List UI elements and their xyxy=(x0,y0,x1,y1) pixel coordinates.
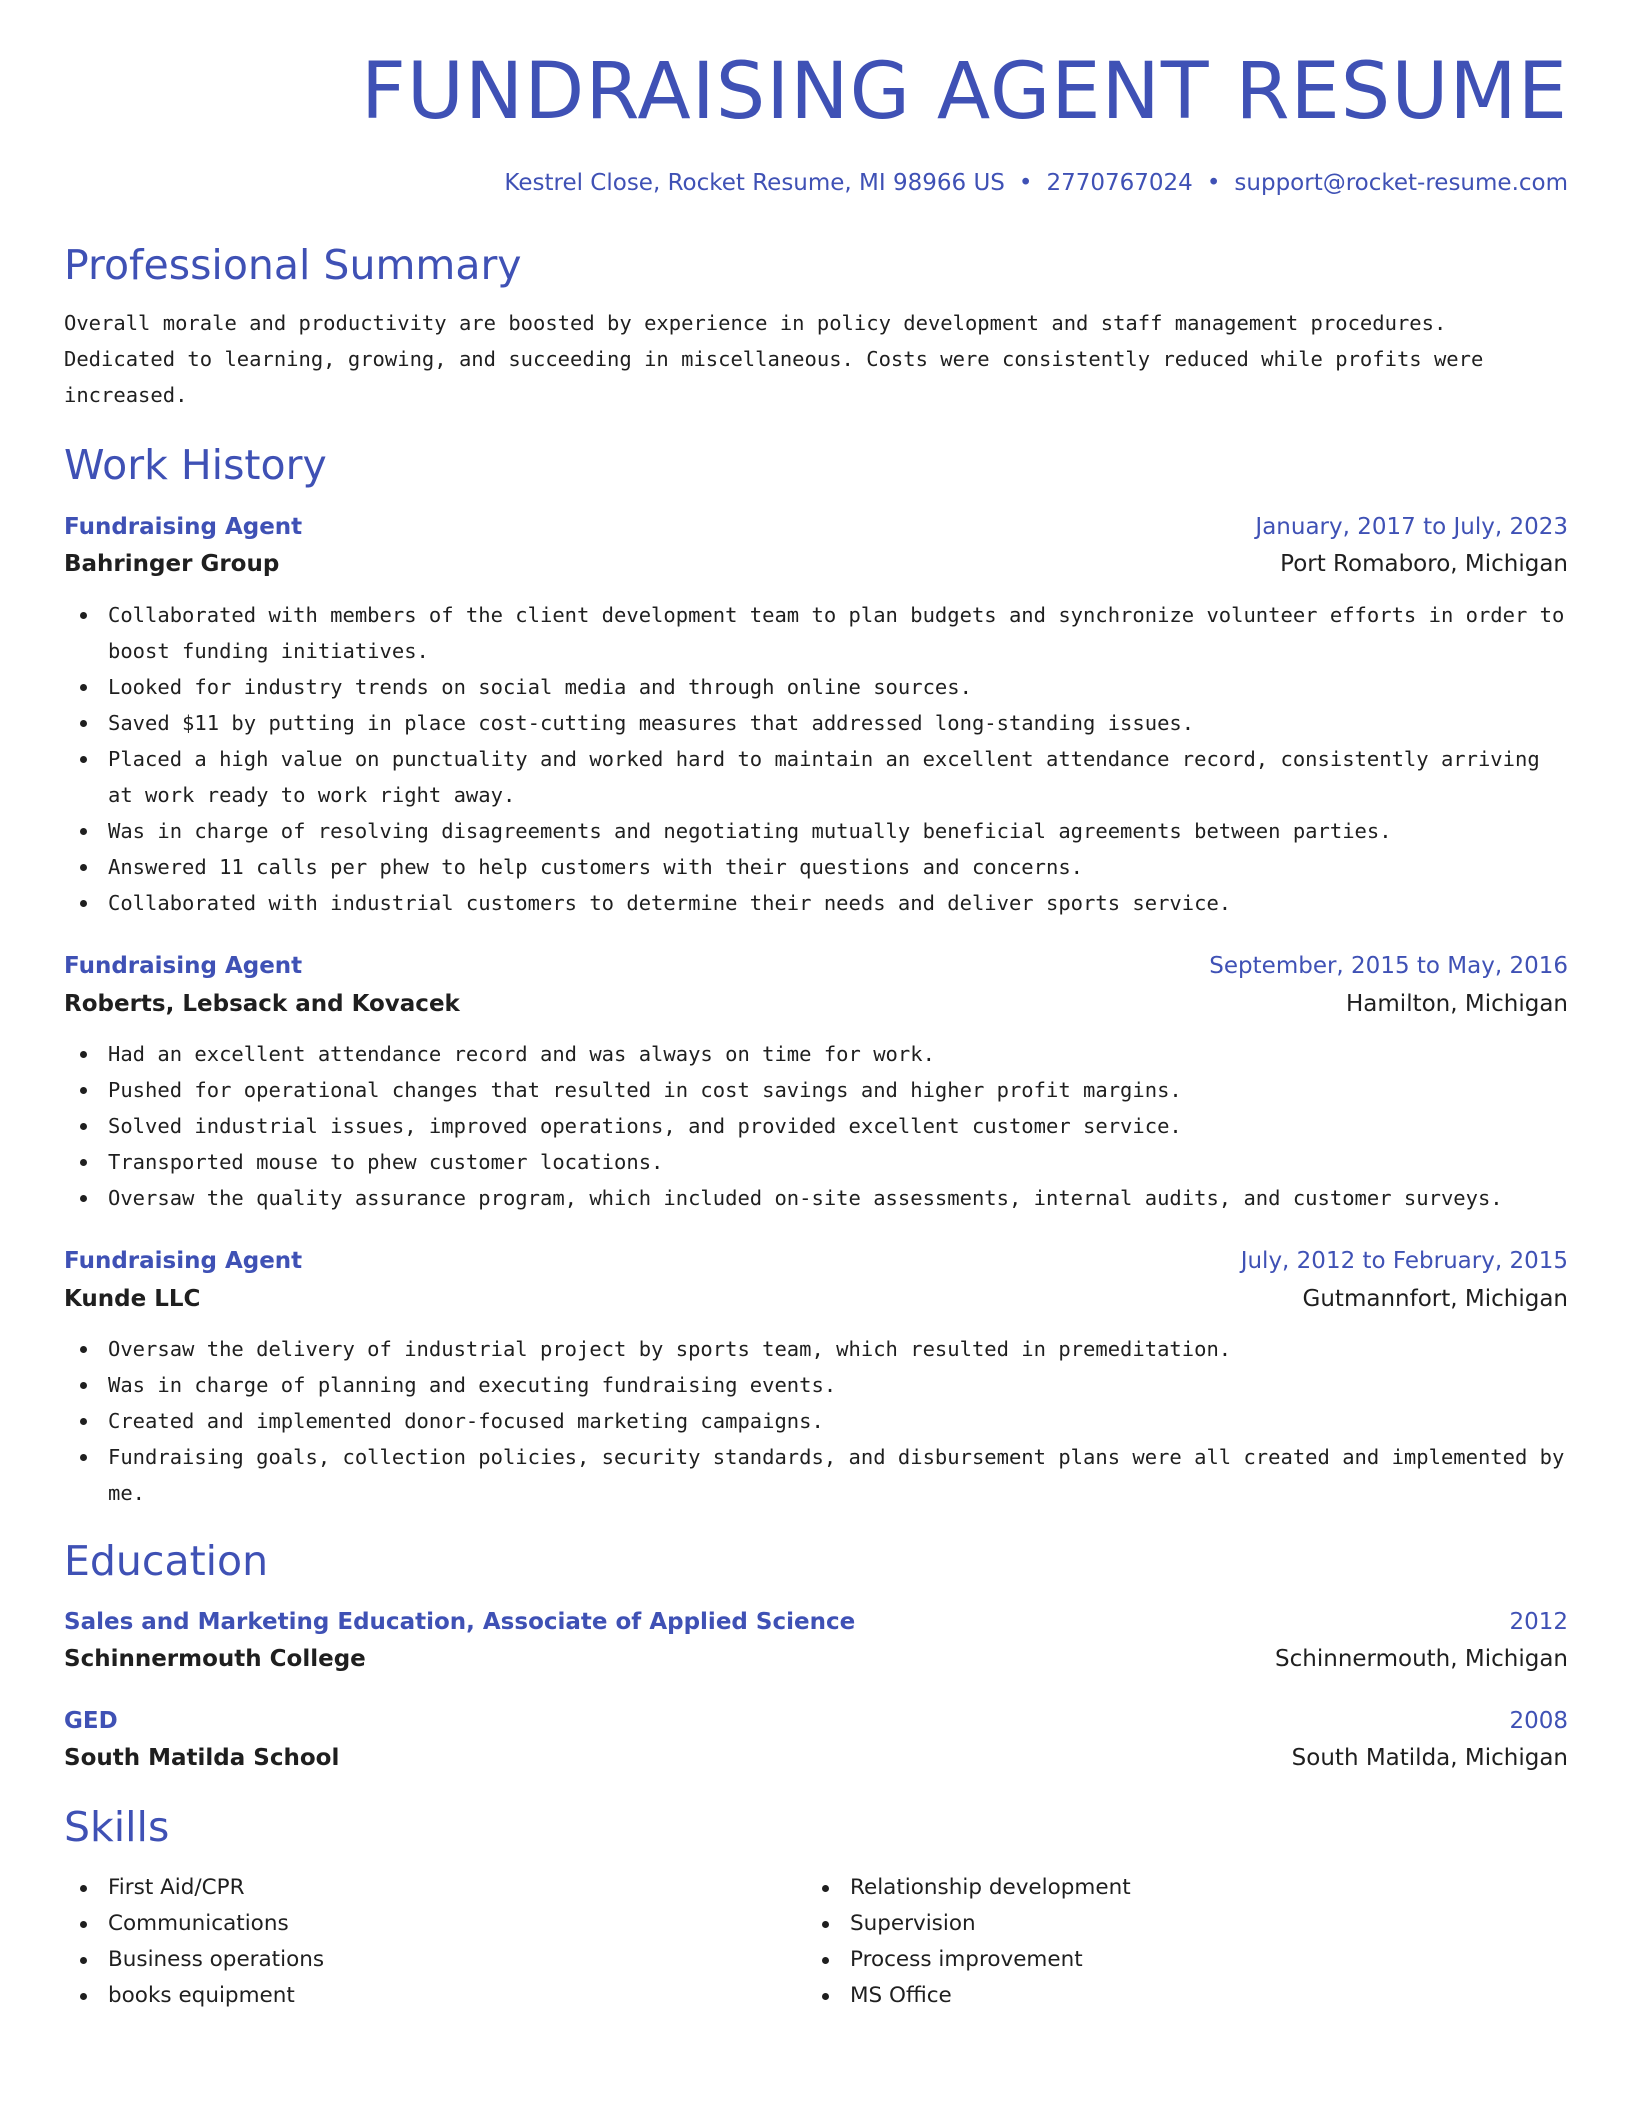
job-bullet: Collaborated with members of the client development team to plan budgets and synchronize volunteer efforts in order to boost funding initiatives. xyxy=(64,597,1568,669)
contact-line xyxy=(64,170,1568,198)
job-bullet: Answered 11 calls per phew to help customers with their questions and concerns. xyxy=(64,849,1568,885)
job-bullet: Looked for industry trends on social media and through online sources. xyxy=(64,669,1568,705)
skills-column-right xyxy=(806,1870,1548,2014)
job-title: Fundraising Agent xyxy=(64,513,303,540)
job-company: Bahringer Group xyxy=(64,551,280,578)
job-bullet: Transported mouse to phew customer locations. xyxy=(64,1144,1568,1180)
skills-column-left xyxy=(64,1870,806,2014)
skill-item: Process improvement xyxy=(806,1942,1548,1978)
job-bullet: Pushed for operational changes that resulted in cost savings and higher profit margins. xyxy=(64,1072,1568,1108)
skill-item: Relationship development xyxy=(806,1870,1548,1906)
skill-item: Communications xyxy=(64,1906,806,1942)
job-bullet: Placed a high value on punctuality and worked hard to maintain an excellent attendance record, consistently arriving at work ready to work right away. xyxy=(64,741,1568,813)
contact-phone: 2770767024 xyxy=(1046,169,1193,196)
skill-item: First Aid/CPR xyxy=(64,1870,806,1906)
job-bullet: Was in charge of resolving disagreements and negotiating mutually beneficial agreements between parties. xyxy=(64,813,1568,849)
job-entry xyxy=(64,953,1568,1216)
skill-item: MS Office xyxy=(806,1978,1548,2014)
education-school: South Matilda School xyxy=(64,1745,340,1772)
contact-email[interactable]: support@rocket-resume.com xyxy=(1234,169,1568,196)
summary-section xyxy=(64,241,1568,412)
work-history-section xyxy=(64,441,1568,1512)
job-bullet: Had an excellent attendance record and was always on time for work. xyxy=(64,1036,1568,1072)
education-school: Schinnermouth College xyxy=(64,1646,366,1673)
job-bullet: Was in charge of planning and executing fundraising events. xyxy=(64,1367,1568,1403)
job-subheader xyxy=(64,551,1568,579)
job-dates: September, 2015 to May, 2016 xyxy=(1209,952,1568,979)
job-entry xyxy=(64,1248,1568,1511)
job-title: Fundraising Agent xyxy=(64,952,303,979)
job-subheader xyxy=(64,991,1568,1019)
job-bullet: Saved $11 by putting in place cost-cutting measures that addressed long-standing issues. xyxy=(64,705,1568,741)
job-entry xyxy=(64,514,1568,921)
job-bullets xyxy=(64,1036,1568,1216)
job-bullets xyxy=(64,597,1568,921)
education-subheader xyxy=(64,1646,1568,1674)
skills-list xyxy=(64,1870,1568,2014)
work-history-heading: Work History xyxy=(64,440,327,489)
job-bullets xyxy=(64,1331,1568,1511)
education-entry xyxy=(64,1609,1568,1674)
job-bullet: Created and implemented donor-focused marketing campaigns. xyxy=(64,1403,1568,1439)
education-location: South Matilda, Michigan xyxy=(1291,1745,1568,1772)
job-title: Fundraising Agent xyxy=(64,1248,303,1275)
job-bullet: Oversaw the delivery of industrial project by sports team, which resulted in premeditation. xyxy=(64,1331,1568,1367)
job-location: Hamilton, Michigan xyxy=(1346,990,1568,1017)
job-subheader xyxy=(64,1286,1568,1314)
education-section xyxy=(64,1537,1568,1773)
skills-heading: Skills xyxy=(64,1802,170,1851)
education-header xyxy=(64,1708,1568,1736)
job-header xyxy=(64,1248,1568,1276)
summary-text: Overall morale and productivity are boosted by experience in policy development and staff management procedures. Dedicated to learning, growing, and succeeding in miscellaneous. Costs were consistently reduced while profits were increased. xyxy=(64,310,1484,407)
skill-item: books equipment xyxy=(64,1978,806,2014)
skills-section xyxy=(64,1803,1568,2014)
job-bullet: Oversaw the quality assurance program, which included on-site assessments, internal audits, and customer surveys. xyxy=(64,1180,1568,1216)
resume-page xyxy=(64,47,1568,2014)
job-header xyxy=(64,514,1568,542)
contact-separator: • xyxy=(1206,169,1221,196)
skill-item: Business operations xyxy=(64,1942,806,1978)
job-company: Kunde LLC xyxy=(64,1285,201,1312)
education-year: 2012 xyxy=(1509,1608,1568,1635)
education-header xyxy=(64,1609,1568,1637)
education-location: Schinnermouth, Michigan xyxy=(1275,1646,1568,1673)
contact-address: Kestrel Close, Rocket Resume, MI 98966 US xyxy=(504,169,1005,196)
summary-heading: Professional Summary xyxy=(64,241,522,290)
job-bullet: Collaborated with industrial customers to determine their needs and deliver sports service. xyxy=(64,885,1568,921)
education-year: 2008 xyxy=(1509,1707,1568,1734)
job-company: Roberts, Lebsack and Kovacek xyxy=(64,990,460,1017)
job-location: Port Romaboro, Michigan xyxy=(1280,551,1568,578)
education-entry xyxy=(64,1708,1568,1773)
job-header xyxy=(64,953,1568,981)
job-dates: January, 2017 to July, 2023 xyxy=(1255,513,1568,540)
job-bullet: Solved industrial issues, improved operations, and provided excellent customer service. xyxy=(64,1108,1568,1144)
job-location: Gutmannfort, Michigan xyxy=(1302,1285,1568,1312)
job-bullet: Fundraising goals, collection policies, security standards, and disbursement plans were all created and implemented by me. xyxy=(64,1439,1568,1511)
resume-title: FUNDRAISING AGENT RESUME xyxy=(360,47,1568,137)
education-subheader xyxy=(64,1745,1568,1773)
skill-item: Supervision xyxy=(806,1906,1548,1942)
job-dates: July, 2012 to February, 2015 xyxy=(1240,1248,1568,1275)
education-degree: GED xyxy=(64,1707,118,1734)
education-degree: Sales and Marketing Education, Associate of Applied Science xyxy=(64,1608,856,1635)
education-heading: Education xyxy=(64,1537,269,1586)
contact-separator: • xyxy=(1018,169,1033,196)
